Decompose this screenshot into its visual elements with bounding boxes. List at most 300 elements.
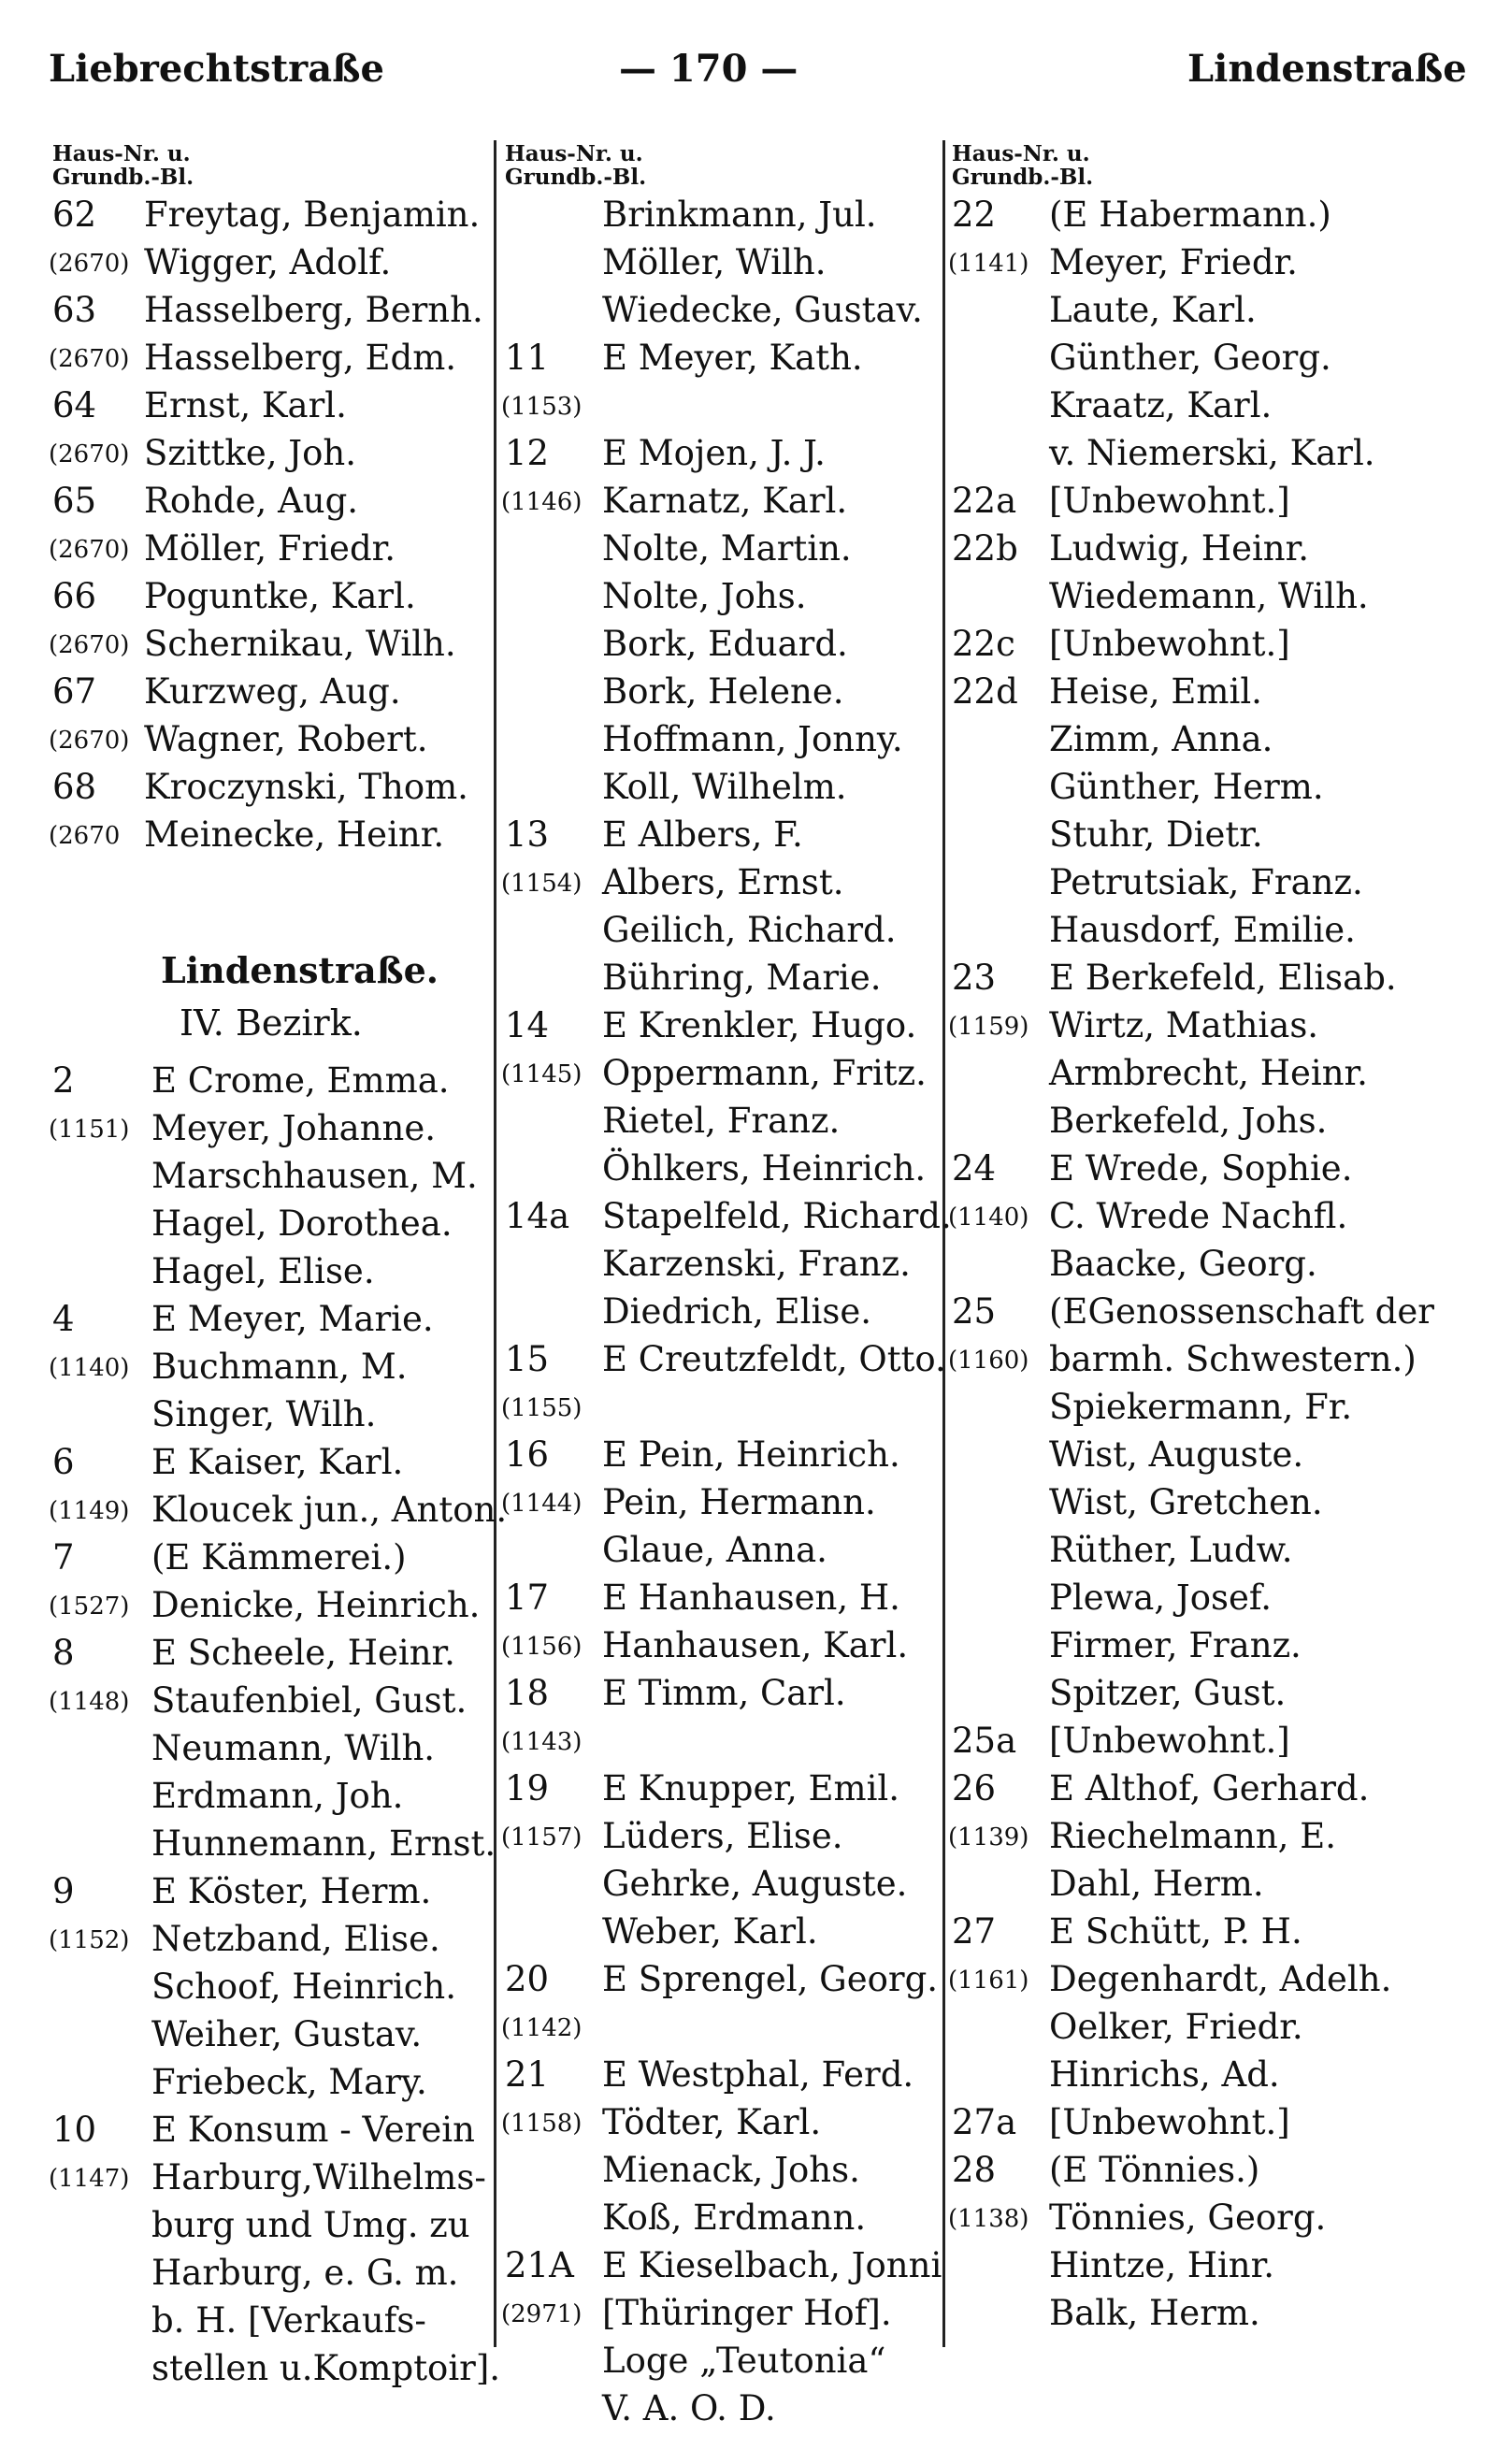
section-title: Lindenstraße. — [161, 949, 439, 991]
resident-name: Karnatz, Karl. — [602, 481, 848, 521]
address-entry — [952, 1240, 1475, 1288]
address-entry — [952, 286, 1475, 334]
resident-name: (E Habermann.) — [1049, 195, 1331, 235]
resident-name: E Timm, Carl. — [602, 1673, 846, 1713]
address-entry — [952, 906, 1475, 954]
resident-name: Nolte, Martin. — [602, 528, 852, 569]
resident-name: Meinecke, Heinr. — [144, 814, 445, 855]
address-entry — [505, 1860, 944, 1908]
land-register-number: (2670) — [49, 250, 130, 278]
address-entry — [505, 2051, 944, 2098]
land-register-number: (1155) — [501, 1394, 583, 1422]
land-register-number: (1146) — [501, 488, 583, 516]
column-rule-1 — [494, 140, 496, 2347]
address-entry — [501, 2003, 944, 2051]
resident-name: burg und Umg. zu — [151, 2205, 470, 2245]
house-number: 65 — [52, 481, 97, 521]
address-entry — [52, 572, 492, 620]
land-register-number: (1145) — [501, 1060, 583, 1088]
house-number: 25a — [952, 1721, 1017, 1761]
resident-name: E Crome, Emma. — [151, 1060, 450, 1101]
address-entry — [505, 238, 944, 286]
resident-name: Weber, Karl. — [602, 1911, 818, 1952]
resident-name: Friebeck, Mary. — [151, 2062, 427, 2102]
address-entry — [952, 1908, 1475, 1955]
address-entry — [505, 2385, 944, 2432]
resident-name: E Konsum - Verein — [151, 2110, 475, 2150]
address-entry — [52, 2297, 492, 2344]
house-number: 7 — [52, 1537, 75, 1578]
address-entry — [505, 1001, 944, 1049]
entry-list — [948, 191, 1475, 2337]
house-number: 22a — [952, 481, 1017, 521]
address-entry — [505, 1669, 944, 1717]
address-entry — [49, 2154, 492, 2201]
resident-name: Ludwig, Heinr. — [1049, 528, 1310, 569]
resident-name: Pein, Hermann. — [602, 1482, 876, 1522]
resident-name: E Meyer, Kath. — [602, 338, 863, 378]
address-entry — [501, 1621, 944, 1669]
house-number: 62 — [52, 195, 97, 235]
address-entry — [49, 238, 492, 286]
house-number: 21A — [505, 2245, 574, 2285]
address-entry — [505, 1097, 944, 1145]
house-number: 13 — [505, 814, 550, 855]
address-entry — [952, 1621, 1475, 1669]
column-heading-line: Grundb.-Bl. — [952, 165, 1094, 190]
address-entry — [952, 1145, 1475, 1192]
address-entry — [952, 1669, 1475, 1717]
resident-name: Koß, Erdmann. — [602, 2197, 867, 2238]
land-register-number: (1151) — [49, 1116, 130, 1144]
resident-name: (E Kämmerei.) — [151, 1537, 407, 1578]
house-number: 23 — [952, 958, 997, 998]
resident-name: Möller, Wilh. — [602, 242, 827, 282]
land-register-number: (1140) — [49, 1354, 130, 1382]
land-register-number: (1154) — [501, 870, 583, 898]
address-entry — [505, 1431, 944, 1478]
column-3 — [948, 141, 1475, 2337]
address-entry — [505, 811, 944, 858]
resident-name: Bühring, Marie. — [602, 958, 882, 998]
address-entry — [49, 1343, 492, 1391]
address-entry — [49, 1486, 508, 1534]
house-number: 9 — [52, 1871, 75, 1911]
resident-name: Harburg, e. G. m. — [151, 2253, 459, 2293]
address-entry — [52, 1534, 492, 1581]
land-register-number: (1143) — [501, 1728, 583, 1756]
land-register-number: (1527) — [49, 1592, 130, 1621]
resident-name: E Hanhausen, H. — [602, 1578, 900, 1618]
resident-name: Hausdorf, Emilie. — [1049, 910, 1356, 950]
address-entry — [952, 572, 1475, 620]
resident-name: Ernst, Karl. — [144, 385, 347, 425]
house-number: 26 — [952, 1768, 997, 1808]
resident-name: Oppermann, Fritz. — [602, 1053, 927, 1093]
resident-name: Poguntke, Karl. — [144, 576, 416, 616]
resident-name: Öhlkers, Heinrich. — [602, 1148, 927, 1189]
resident-name: E Mojen, J. J. — [602, 433, 826, 473]
land-register-number: (1144) — [501, 1490, 583, 1518]
resident-name: Denicke, Heinrich. — [151, 1585, 481, 1625]
address-entry — [505, 1145, 944, 1192]
house-number: 16 — [505, 1434, 550, 1475]
resident-name: Oelker, Friedr. — [1049, 2007, 1303, 2047]
column-1-section — [49, 1057, 508, 2392]
address-entry — [505, 2146, 944, 2194]
address-entry — [952, 1526, 1475, 1574]
land-register-number: (1159) — [948, 1013, 1029, 1041]
land-register-number: (1148) — [49, 1688, 130, 1716]
address-entry — [952, 763, 1475, 811]
address-entry — [505, 2194, 944, 2241]
address-entry — [49, 620, 492, 668]
resident-name: Laute, Karl. — [1049, 290, 1257, 330]
resident-name: E Creutzfeldt, Otto. — [602, 1339, 946, 1379]
resident-name: Hasselberg, Edm. — [144, 338, 457, 378]
address-entry — [501, 1717, 944, 1765]
house-number: 6 — [52, 1442, 75, 1482]
resident-name: Hintze, Hinr. — [1049, 2245, 1275, 2285]
resident-name: Schernikau, Wilh. — [144, 624, 456, 664]
address-entry — [952, 1478, 1475, 1526]
address-entry — [49, 429, 492, 477]
resident-name: Hasselberg, Bernh. — [144, 290, 483, 330]
resident-name: Netzband, Elise. — [151, 1919, 440, 1959]
resident-name: Loge „Teutonia“ — [602, 2341, 886, 2381]
resident-name: Geilich, Richard. — [602, 910, 897, 950]
address-entry — [505, 191, 944, 238]
resident-name: Zimm, Anna. — [1049, 719, 1273, 759]
resident-name: Erdmann, Joh. — [151, 1776, 404, 1816]
address-entry — [952, 2146, 1475, 2194]
address-entry — [948, 1001, 1475, 1049]
resident-name: Bork, Eduard. — [602, 624, 848, 664]
address-entry — [952, 668, 1475, 715]
land-register-number: (1157) — [501, 1823, 583, 1852]
resident-name: E Berkefeld, Elisab. — [1049, 958, 1397, 998]
resident-name: Wigger, Adolf. — [144, 242, 392, 282]
address-entry — [52, 1152, 492, 1200]
address-entry — [505, 1765, 944, 1812]
resident-name: Marschhausen, M. — [151, 1156, 478, 1196]
house-number: 68 — [52, 767, 97, 807]
address-entry — [52, 2344, 501, 2392]
resident-name: Hoffmann, Jonny. — [602, 719, 903, 759]
house-number: 28 — [952, 2150, 997, 2190]
resident-name: Günther, Herm. — [1049, 767, 1324, 807]
resident-name: Armbrecht, Heinr. — [1049, 1053, 1368, 1093]
address-entry — [501, 2098, 944, 2146]
resident-name: [Thüringer Hof]. — [602, 2293, 892, 2333]
resident-name: E Schütt, P. H. — [1049, 1911, 1302, 1952]
address-entry — [49, 1104, 492, 1152]
resident-name: Wirtz, Mathias. — [1049, 1005, 1319, 1045]
address-entry — [52, 191, 492, 238]
house-number: 8 — [52, 1633, 75, 1673]
resident-name: [Unbewohnt.] — [1049, 481, 1290, 521]
address-entry — [49, 715, 492, 763]
resident-name: Weiher, Gustav. — [151, 2014, 423, 2054]
address-entry — [505, 2241, 944, 2289]
land-register-number: (1138) — [948, 2205, 1029, 2233]
address-entry — [952, 429, 1475, 477]
address-entry — [52, 2106, 492, 2154]
address-entry — [505, 429, 944, 477]
address-entry — [952, 954, 1475, 1001]
entry-list — [49, 1057, 508, 2392]
resident-name: E Pein, Heinrich. — [602, 1434, 900, 1475]
address-entry — [52, 2010, 492, 2058]
address-entry — [49, 1677, 492, 1724]
resident-name: Kraatz, Karl. — [1049, 385, 1273, 425]
resident-name: Dahl, Herm. — [1049, 1864, 1264, 1904]
address-entry — [52, 763, 492, 811]
resident-name: Nolte, Johs. — [602, 576, 807, 616]
land-register-number: (1153) — [501, 393, 583, 421]
resident-name: E Krenkler, Hugo. — [602, 1005, 917, 1045]
resident-name: Koll, Wilhelm. — [602, 767, 847, 807]
house-number: 18 — [505, 1673, 550, 1713]
resident-name: E Albers, F. — [602, 814, 803, 855]
resident-name: Meyer, Friedr. — [1049, 242, 1298, 282]
land-register-number: (2670) — [49, 440, 130, 468]
address-entry — [505, 1335, 944, 1383]
resident-name: Hanhausen, Karl. — [602, 1625, 909, 1665]
house-number: 14a — [505, 1196, 570, 1236]
resident-name: Wist, Auguste. — [1049, 1434, 1304, 1475]
land-register-number: (1140) — [948, 1203, 1029, 1232]
land-register-number: (1147) — [49, 2165, 130, 2193]
address-entry — [501, 477, 944, 525]
column-heading-line: Grundb.-Bl. — [52, 165, 194, 190]
house-number: 19 — [505, 1768, 550, 1808]
resident-name: Albers, Ernst. — [602, 862, 844, 902]
house-number: 22b — [952, 528, 1018, 569]
column-heading — [52, 142, 492, 191]
resident-name: Rüther, Ludw. — [1049, 1530, 1293, 1570]
resident-name: Wiedecke, Gustav. — [602, 290, 923, 330]
resident-name: Lüders, Elise. — [602, 1816, 843, 1856]
resident-name: E Althof, Gerhard. — [1049, 1768, 1370, 1808]
address-entry — [948, 1812, 1475, 1860]
address-entry — [505, 668, 944, 715]
house-number: 63 — [52, 290, 97, 330]
address-entry — [52, 1820, 496, 1867]
address-entry — [505, 620, 944, 668]
address-entry — [52, 2058, 492, 2106]
resident-name: V. A. O. D. — [602, 2388, 776, 2428]
address-entry — [501, 2289, 944, 2337]
address-entry — [52, 1247, 492, 1295]
address-entry — [49, 1915, 492, 1963]
address-entry — [952, 1288, 1475, 1335]
land-register-number: (1139) — [948, 1823, 1029, 1852]
address-entry — [505, 1240, 944, 1288]
address-entry — [952, 1860, 1475, 1908]
resident-name: Firmer, Franz. — [1049, 1625, 1302, 1665]
address-entry — [49, 334, 492, 382]
resident-name: (E Tönnies.) — [1049, 2150, 1260, 2190]
section-subtitle: IV. Bezirk. — [180, 1002, 363, 1044]
resident-name: Kloucek jun., Anton. — [151, 1490, 508, 1530]
address-entry — [952, 1574, 1475, 1621]
address-entry — [52, 1200, 492, 1247]
column-heading — [952, 142, 1475, 191]
resident-name: E Westphal, Ferd. — [602, 2054, 914, 2095]
house-number: 25 — [952, 1291, 997, 1332]
resident-name: Möller, Friedr. — [144, 528, 396, 569]
address-entry — [501, 382, 944, 429]
resident-name: Bork, Helene. — [602, 671, 844, 712]
address-entry — [505, 1192, 952, 1240]
resident-name: Buchmann, M. — [151, 1347, 408, 1387]
address-entry — [952, 811, 1475, 858]
address-entry — [52, 382, 492, 429]
house-number: 14 — [505, 1005, 550, 1045]
house-number: 21 — [505, 2054, 550, 2095]
resident-name: Glaue, Anna. — [602, 1530, 827, 1570]
land-register-number: (2670 — [49, 822, 121, 850]
address-entry — [501, 1478, 944, 1526]
address-entry — [952, 2241, 1475, 2289]
address-entry — [52, 2249, 492, 2297]
house-number: 10 — [52, 2110, 97, 2150]
address-entry — [948, 1192, 1475, 1240]
address-entry — [505, 715, 944, 763]
address-entry — [52, 1963, 492, 2010]
address-entry — [952, 1383, 1475, 1431]
resident-name: Petrutsiak, Franz. — [1049, 862, 1363, 902]
resident-name: barmh. Schwestern.) — [1049, 1339, 1417, 1379]
land-register-number: (2670) — [49, 631, 130, 659]
resident-name: Staufenbiel, Gust. — [151, 1680, 468, 1721]
resident-name: E Knupper, Emil. — [602, 1768, 900, 1808]
address-entry — [952, 715, 1475, 763]
resident-name: Kurzweg, Aug. — [144, 671, 401, 712]
land-register-number: (1152) — [49, 1926, 130, 1954]
resident-name: Spiekermann, Fr. — [1049, 1387, 1353, 1427]
land-register-number: (1160) — [948, 1347, 1029, 1375]
column-2 — [501, 141, 952, 2432]
resident-name: Stapelfeld, Richard. — [602, 1196, 952, 1236]
resident-name: Singer, Wilh. — [151, 1394, 377, 1434]
resident-name: Tödter, Karl. — [602, 2102, 822, 2142]
address-entry — [505, 1526, 944, 1574]
resident-name: Rietel, Franz. — [602, 1101, 841, 1141]
address-entry — [952, 2098, 1475, 2146]
land-register-number: (2670) — [49, 727, 130, 755]
resident-name: Hunnemann, Ernst. — [151, 1823, 496, 1864]
address-entry — [505, 286, 944, 334]
resident-name: Rohde, Aug. — [144, 481, 359, 521]
address-entry — [501, 858, 944, 906]
column-heading-line: Haus-Nr. u. — [952, 141, 1090, 166]
resident-name: E Köster, Herm. — [151, 1871, 432, 1911]
resident-name: Günther, Georg. — [1049, 338, 1331, 378]
address-entry — [952, 191, 1475, 238]
address-entry — [505, 1908, 944, 1955]
land-register-number: (1158) — [501, 2110, 583, 2138]
resident-name: Brinkmann, Jul. — [602, 195, 877, 235]
address-entry — [952, 858, 1475, 906]
land-register-number: (1161) — [948, 1967, 1029, 1995]
land-register-number: (1149) — [49, 1497, 130, 1525]
address-entry — [952, 1765, 1475, 1812]
house-number: 4 — [52, 1299, 75, 1339]
address-entry — [52, 1295, 492, 1343]
address-entry — [505, 2337, 944, 2385]
address-entry — [952, 2051, 1475, 2098]
house-number: 66 — [52, 576, 97, 616]
resident-name: E Meyer, Marie. — [151, 1299, 434, 1339]
address-entry — [501, 1049, 944, 1097]
house-number: 11 — [505, 338, 550, 378]
resident-name: Schoof, Heinrich. — [151, 1967, 457, 2007]
resident-name: Kroczynski, Thom. — [144, 767, 468, 807]
address-entry — [952, 1097, 1475, 1145]
address-entry — [948, 2194, 1475, 2241]
address-entry — [49, 811, 492, 858]
address-entry — [948, 238, 1475, 286]
address-entry — [505, 1574, 944, 1621]
house-number: 15 — [505, 1339, 550, 1379]
resident-name: Stuhr, Dietr. — [1049, 814, 1263, 855]
resident-name: Hagel, Dorothea. — [151, 1203, 453, 1244]
resident-name: b. H. [Verkaufs- — [151, 2300, 426, 2341]
resident-name: Wagner, Robert. — [144, 719, 428, 759]
address-entry — [501, 1383, 944, 1431]
address-entry — [52, 1057, 492, 1104]
address-entry — [952, 525, 1475, 572]
entry-list — [49, 191, 492, 858]
address-entry — [52, 286, 492, 334]
address-entry — [948, 1335, 1475, 1383]
house-number: 22 — [952, 195, 997, 235]
address-entry — [52, 1724, 492, 1772]
resident-name: Karzenski, Franz. — [602, 1244, 911, 1284]
resident-name: Hagel, Elise. — [151, 1251, 375, 1291]
address-entry — [52, 1438, 492, 1486]
page-number: — 170 — — [619, 47, 798, 91]
address-entry — [501, 1812, 944, 1860]
resident-name: Freytag, Benjamin. — [144, 195, 481, 235]
address-entry — [952, 2289, 1475, 2337]
address-entry — [952, 382, 1475, 429]
address-entry — [52, 1629, 492, 1677]
resident-name: Mienack, Johs. — [602, 2150, 860, 2190]
resident-name: Tönnies, Georg. — [1049, 2197, 1327, 2238]
house-number: 22d — [952, 671, 1018, 712]
resident-name: [Unbewohnt.] — [1049, 624, 1290, 664]
resident-name: Spitzer, Gust. — [1049, 1673, 1287, 1713]
column-heading-line: Grundb.-Bl. — [505, 165, 647, 190]
house-number: 27a — [952, 2102, 1017, 2142]
resident-name: Balk, Herm. — [1049, 2293, 1260, 2333]
resident-name: E Kaiser, Karl. — [151, 1442, 404, 1482]
address-entry — [505, 763, 944, 811]
house-number: 22c — [952, 624, 1015, 664]
address-entry — [505, 954, 944, 1001]
resident-name: Degenhardt, Adelh. — [1049, 1959, 1392, 1999]
house-number: 67 — [52, 671, 97, 712]
resident-name: Meyer, Johanne. — [151, 1108, 437, 1148]
house-number: 17 — [505, 1578, 550, 1618]
house-number: 12 — [505, 433, 550, 473]
address-entry — [952, 2003, 1475, 2051]
address-entry — [505, 525, 944, 572]
address-entry — [52, 2201, 492, 2249]
